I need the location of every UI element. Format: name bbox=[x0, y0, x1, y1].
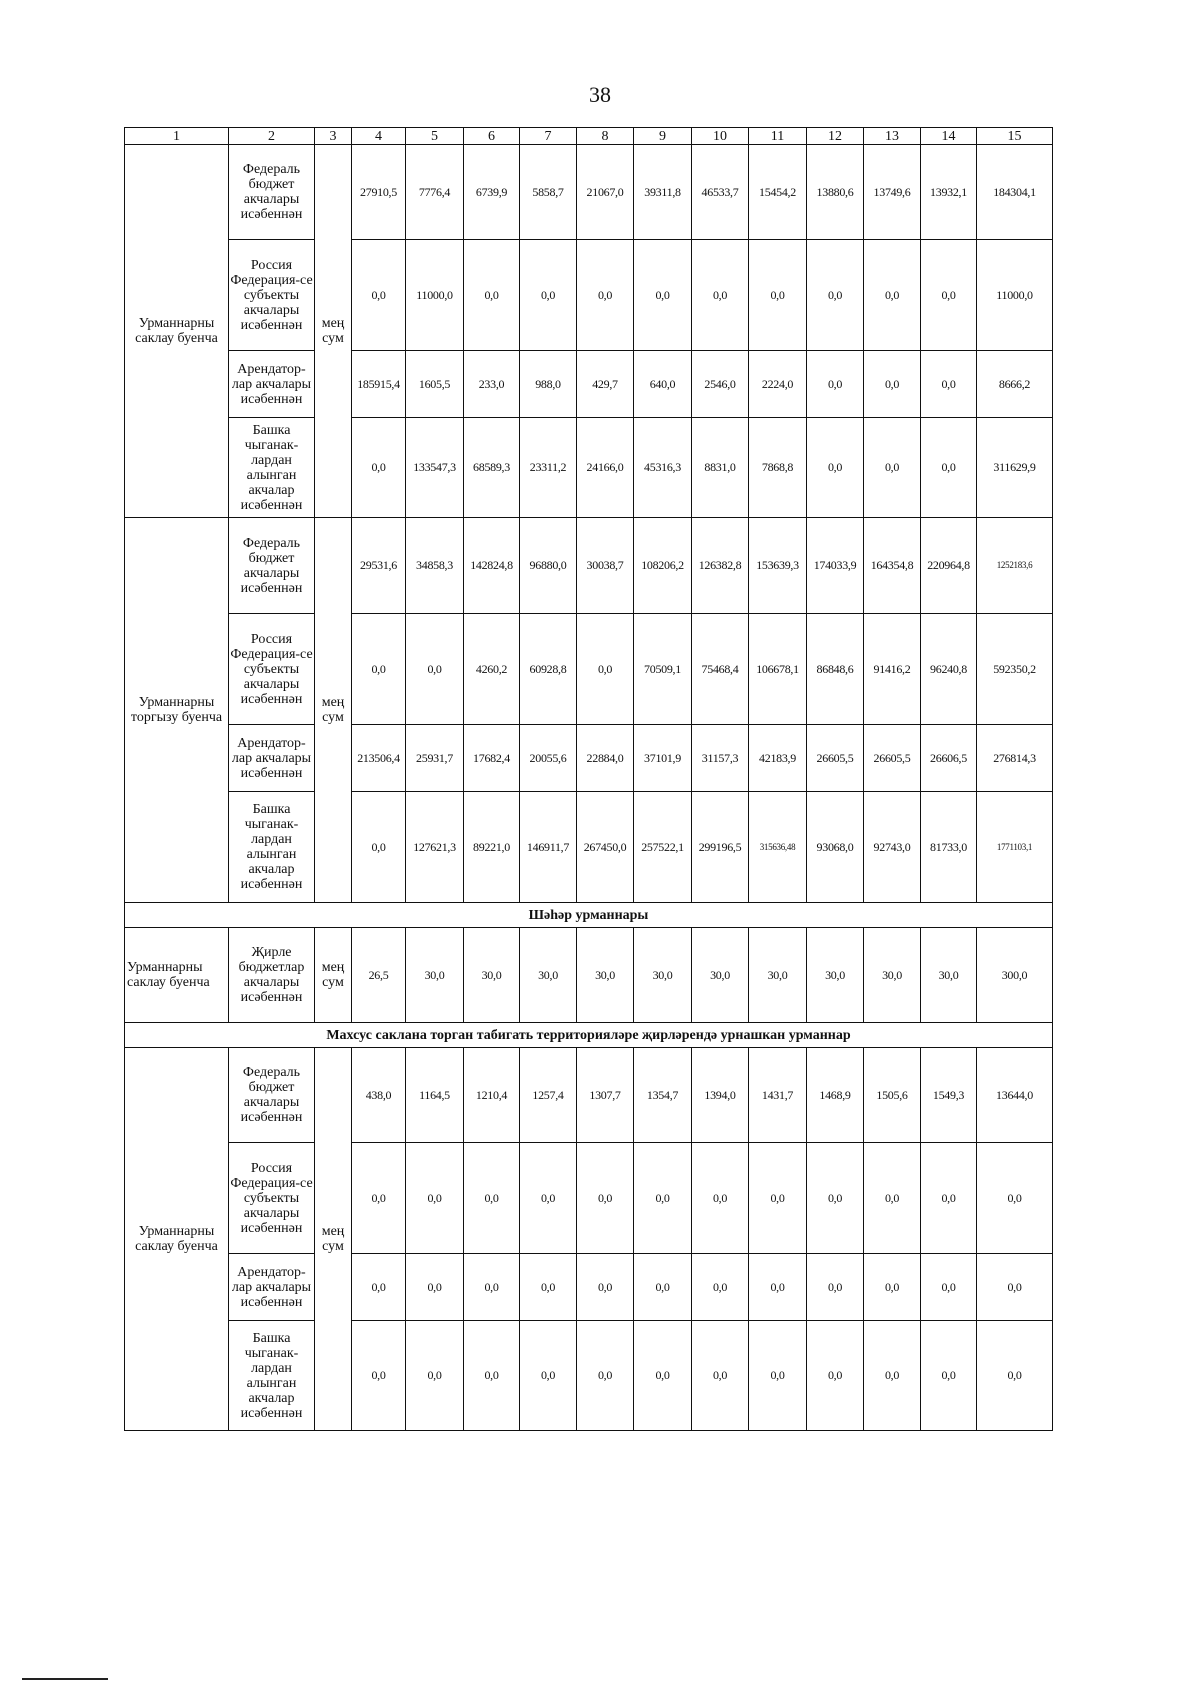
value-cell: 0,0 bbox=[807, 418, 864, 518]
value-cell: 0,0 bbox=[406, 1321, 464, 1431]
value-cell: 311629,9 bbox=[977, 418, 1053, 518]
value-cell: 20055,6 bbox=[520, 725, 577, 792]
value-cell: 1307,7 bbox=[577, 1048, 634, 1143]
value-cell: 0,0 bbox=[807, 351, 864, 418]
value-cell: 0,0 bbox=[634, 240, 692, 351]
value-cell: 0,0 bbox=[921, 351, 977, 418]
unit-label: мең сум bbox=[315, 928, 352, 1023]
column-number: 13 bbox=[864, 128, 921, 145]
column-number: 8 bbox=[577, 128, 634, 145]
funding-source: Җирле бюджетлар акчалары исәбеннән bbox=[229, 928, 315, 1023]
table-row bbox=[125, 240, 1053, 351]
value-cell: 34858,3 bbox=[406, 518, 464, 614]
column-number: 14 bbox=[921, 128, 977, 145]
table-row bbox=[125, 351, 1053, 418]
value-cell: 11000,0 bbox=[406, 240, 464, 351]
value-cell: 0,0 bbox=[864, 351, 921, 418]
funding-source: Арендатор-лар акчалары исәбеннән bbox=[229, 1254, 315, 1321]
column-number-header bbox=[125, 128, 1053, 145]
value-cell: 45316,3 bbox=[634, 418, 692, 518]
value-cell: 438,0 bbox=[352, 1048, 406, 1143]
value-cell: 164354,8 bbox=[864, 518, 921, 614]
unit-label: мең сум bbox=[315, 518, 352, 903]
value-cell: 2224,0 bbox=[749, 351, 807, 418]
column-number: 12 bbox=[807, 128, 864, 145]
value-cell: 42183,9 bbox=[749, 725, 807, 792]
value-cell: 22884,0 bbox=[577, 725, 634, 792]
value-cell: 257522,1 bbox=[634, 792, 692, 903]
value-cell: 0,0 bbox=[864, 240, 921, 351]
value-cell: 299196,5 bbox=[692, 792, 749, 903]
value-cell: 4260,2 bbox=[464, 614, 520, 725]
column-number: 2 bbox=[229, 128, 315, 145]
value-cell: 0,0 bbox=[352, 1321, 406, 1431]
value-cell: 8666,2 bbox=[977, 351, 1053, 418]
value-cell: 29531,6 bbox=[352, 518, 406, 614]
value-cell: 0,0 bbox=[577, 240, 634, 351]
value-cell: 0,0 bbox=[464, 240, 520, 351]
column-number: 15 bbox=[977, 128, 1053, 145]
value-cell: 108206,2 bbox=[634, 518, 692, 614]
value-cell: 13880,6 bbox=[807, 145, 864, 240]
value-cell: 70509,1 bbox=[634, 614, 692, 725]
value-cell: 0,0 bbox=[977, 1143, 1053, 1254]
value-cell: 17682,4 bbox=[464, 725, 520, 792]
value-cell: 30,0 bbox=[406, 928, 464, 1023]
value-cell: 0,0 bbox=[921, 418, 977, 518]
value-cell: 30,0 bbox=[577, 928, 634, 1023]
value-cell: 0,0 bbox=[977, 1254, 1053, 1321]
funding-source: Арендатор-лар акчалары исәбеннән bbox=[229, 725, 315, 792]
section-heading-row bbox=[125, 903, 1053, 928]
column-number: 5 bbox=[406, 128, 464, 145]
value-cell: 592350,2 bbox=[977, 614, 1053, 725]
value-cell: 0,0 bbox=[577, 1321, 634, 1431]
budget-table bbox=[124, 127, 1053, 1431]
section-heading-row bbox=[125, 1023, 1053, 1048]
value-cell: 93068,0 bbox=[807, 792, 864, 903]
table-row bbox=[125, 725, 1053, 792]
value-cell: 2546,0 bbox=[692, 351, 749, 418]
value-cell: 0,0 bbox=[749, 1254, 807, 1321]
value-cell: 0,0 bbox=[921, 1254, 977, 1321]
value-cell: 0,0 bbox=[921, 1321, 977, 1431]
value-cell: 96240,8 bbox=[921, 614, 977, 725]
value-cell: 26605,5 bbox=[807, 725, 864, 792]
column-number: 11 bbox=[749, 128, 807, 145]
value-cell: 142824,8 bbox=[464, 518, 520, 614]
value-cell: 0,0 bbox=[520, 1254, 577, 1321]
section-heading: Шәһәр урманнары bbox=[125, 903, 1053, 928]
value-cell: 133547,3 bbox=[406, 418, 464, 518]
value-cell: 0,0 bbox=[864, 1254, 921, 1321]
funding-source: Башка чыганак-лардан алынган акчалар исәбеннән bbox=[229, 1321, 315, 1431]
value-cell: 315636,48 bbox=[749, 792, 807, 903]
value-cell: 30038,7 bbox=[577, 518, 634, 614]
value-cell: 0,0 bbox=[692, 1143, 749, 1254]
funding-source: Россия Федерация-се субъекты акчалары исәбеннән bbox=[229, 1143, 315, 1254]
value-cell: 1605,5 bbox=[406, 351, 464, 418]
category-label: Урманнарны саклау буенча bbox=[125, 1048, 229, 1431]
value-cell: 0,0 bbox=[464, 1143, 520, 1254]
value-cell: 1257,4 bbox=[520, 1048, 577, 1143]
category-label: Урманнарны торгызу буенча bbox=[125, 518, 229, 903]
table-row bbox=[125, 1048, 1053, 1143]
table-row bbox=[125, 518, 1053, 614]
funding-source: Арендатор-лар акчалары исәбеннән bbox=[229, 351, 315, 418]
value-cell: 174033,9 bbox=[807, 518, 864, 614]
value-cell: 0,0 bbox=[921, 1143, 977, 1254]
value-cell: 185915,4 bbox=[352, 351, 406, 418]
value-cell: 1252183,6 bbox=[977, 518, 1053, 614]
value-cell: 26606,5 bbox=[921, 725, 977, 792]
value-cell: 30,0 bbox=[749, 928, 807, 1023]
value-cell: 13749,6 bbox=[864, 145, 921, 240]
column-number: 6 bbox=[464, 128, 520, 145]
value-cell: 0,0 bbox=[520, 1321, 577, 1431]
value-cell: 89221,0 bbox=[464, 792, 520, 903]
value-cell: 46533,7 bbox=[692, 145, 749, 240]
value-cell: 6739,9 bbox=[464, 145, 520, 240]
value-cell: 0,0 bbox=[749, 1143, 807, 1254]
value-cell: 30,0 bbox=[921, 928, 977, 1023]
value-cell: 1505,6 bbox=[864, 1048, 921, 1143]
value-cell: 146911,7 bbox=[520, 792, 577, 903]
funding-source: Федераль бюджет акчалары исәбеннән bbox=[229, 518, 315, 614]
value-cell: 0,0 bbox=[352, 1143, 406, 1254]
value-cell: 1771103,1 bbox=[977, 792, 1053, 903]
funding-source: Россия Федерация-се субъекты акчалары исәбеннән bbox=[229, 614, 315, 725]
value-cell: 30,0 bbox=[864, 928, 921, 1023]
value-cell: 0,0 bbox=[692, 1321, 749, 1431]
value-cell: 0,0 bbox=[520, 1143, 577, 1254]
value-cell: 0,0 bbox=[864, 1321, 921, 1431]
value-cell: 0,0 bbox=[352, 418, 406, 518]
value-cell: 0,0 bbox=[406, 1254, 464, 1321]
value-cell: 25931,7 bbox=[406, 725, 464, 792]
value-cell: 233,0 bbox=[464, 351, 520, 418]
column-number: 3 bbox=[315, 128, 352, 145]
section-heading: Махсус саклана торган табигать территорияләре җирләрендә урнашкан урманнар bbox=[125, 1023, 1053, 1048]
value-cell: 127621,3 bbox=[406, 792, 464, 903]
value-cell: 0,0 bbox=[807, 1321, 864, 1431]
value-cell: 60928,8 bbox=[520, 614, 577, 725]
value-cell: 300,0 bbox=[977, 928, 1053, 1023]
category-label: Урманнарны саклау буенча bbox=[125, 928, 229, 1023]
value-cell: 39311,8 bbox=[634, 145, 692, 240]
value-cell: 81733,0 bbox=[921, 792, 977, 903]
value-cell: 1431,7 bbox=[749, 1048, 807, 1143]
column-number: 10 bbox=[692, 128, 749, 145]
value-cell: 0,0 bbox=[807, 1143, 864, 1254]
value-cell: 37101,9 bbox=[634, 725, 692, 792]
value-cell: 0,0 bbox=[692, 240, 749, 351]
value-cell: 0,0 bbox=[464, 1321, 520, 1431]
table-row bbox=[125, 1143, 1053, 1254]
value-cell: 1394,0 bbox=[692, 1048, 749, 1143]
value-cell: 0,0 bbox=[406, 614, 464, 725]
column-number: 9 bbox=[634, 128, 692, 145]
value-cell: 24166,0 bbox=[577, 418, 634, 518]
value-cell: 23311,2 bbox=[520, 418, 577, 518]
value-cell: 0,0 bbox=[352, 792, 406, 903]
funding-source: Федераль бюджет акчалары исәбеннән bbox=[229, 1048, 315, 1143]
value-cell: 0,0 bbox=[464, 1254, 520, 1321]
value-cell: 31157,3 bbox=[692, 725, 749, 792]
funding-source: Россия Федерация-се субъекты акчалары исәбеннән bbox=[229, 240, 315, 351]
value-cell: 30,0 bbox=[464, 928, 520, 1023]
value-cell: 7868,8 bbox=[749, 418, 807, 518]
value-cell: 213506,4 bbox=[352, 725, 406, 792]
funding-source: Башка чыганак-лардан алынган акчалар исәбеннән bbox=[229, 792, 315, 903]
value-cell: 13644,0 bbox=[977, 1048, 1053, 1143]
value-cell: 153639,3 bbox=[749, 518, 807, 614]
value-cell: 0,0 bbox=[520, 240, 577, 351]
column-number: 7 bbox=[520, 128, 577, 145]
unit-label: мең сум bbox=[315, 1048, 352, 1431]
value-cell: 0,0 bbox=[352, 614, 406, 725]
value-cell: 0,0 bbox=[921, 240, 977, 351]
value-cell: 91416,2 bbox=[864, 614, 921, 725]
value-cell: 1549,3 bbox=[921, 1048, 977, 1143]
category-label: Урманнарны саклау буенча bbox=[125, 145, 229, 518]
value-cell: 126382,8 bbox=[692, 518, 749, 614]
funding-source: Федераль бюджет акчалары исәбеннән bbox=[229, 145, 315, 240]
table-row bbox=[125, 928, 1053, 1023]
table-row bbox=[125, 1321, 1053, 1431]
value-cell: 1210,4 bbox=[464, 1048, 520, 1143]
value-cell: 26605,5 bbox=[864, 725, 921, 792]
value-cell: 27910,5 bbox=[352, 145, 406, 240]
value-cell: 21067,0 bbox=[577, 145, 634, 240]
funding-source: Башка чыганак-лардан алынган акчалар исәбеннән bbox=[229, 418, 315, 518]
value-cell: 0,0 bbox=[864, 1143, 921, 1254]
value-cell: 276814,3 bbox=[977, 725, 1053, 792]
value-cell: 86848,6 bbox=[807, 614, 864, 725]
value-cell: 0,0 bbox=[977, 1321, 1053, 1431]
value-cell: 184304,1 bbox=[977, 145, 1053, 240]
table-row bbox=[125, 614, 1053, 725]
value-cell: 30,0 bbox=[634, 928, 692, 1023]
value-cell: 30,0 bbox=[807, 928, 864, 1023]
value-cell: 1164,5 bbox=[406, 1048, 464, 1143]
table-row bbox=[125, 1254, 1053, 1321]
value-cell: 30,0 bbox=[520, 928, 577, 1023]
value-cell: 0,0 bbox=[692, 1254, 749, 1321]
column-number: 4 bbox=[352, 128, 406, 145]
value-cell: 0,0 bbox=[807, 1254, 864, 1321]
value-cell: 1354,7 bbox=[634, 1048, 692, 1143]
value-cell: 7776,4 bbox=[406, 145, 464, 240]
value-cell: 0,0 bbox=[577, 1143, 634, 1254]
value-cell: 96880,0 bbox=[520, 518, 577, 614]
value-cell: 75468,4 bbox=[692, 614, 749, 725]
value-cell: 92743,0 bbox=[864, 792, 921, 903]
value-cell: 68589,3 bbox=[464, 418, 520, 518]
value-cell: 13932,1 bbox=[921, 145, 977, 240]
value-cell: 220964,8 bbox=[921, 518, 977, 614]
unit-label: мең сум bbox=[315, 145, 352, 518]
value-cell: 0,0 bbox=[634, 1254, 692, 1321]
table-row bbox=[125, 145, 1053, 240]
value-cell: 30,0 bbox=[692, 928, 749, 1023]
value-cell: 0,0 bbox=[352, 240, 406, 351]
value-cell: 0,0 bbox=[749, 240, 807, 351]
value-cell: 8831,0 bbox=[692, 418, 749, 518]
value-cell: 11000,0 bbox=[977, 240, 1053, 351]
value-cell: 267450,0 bbox=[577, 792, 634, 903]
value-cell: 0,0 bbox=[352, 1254, 406, 1321]
value-cell: 26,5 bbox=[352, 928, 406, 1023]
table-row bbox=[125, 418, 1053, 518]
footer-rule bbox=[22, 1678, 108, 1680]
value-cell: 0,0 bbox=[406, 1143, 464, 1254]
value-cell: 988,0 bbox=[520, 351, 577, 418]
table-row bbox=[125, 792, 1053, 903]
value-cell: 0,0 bbox=[864, 418, 921, 518]
value-cell: 0,0 bbox=[577, 1254, 634, 1321]
value-cell: 106678,1 bbox=[749, 614, 807, 725]
column-number: 1 bbox=[125, 128, 229, 145]
page-number: 38 bbox=[589, 82, 611, 107]
value-cell: 5858,7 bbox=[520, 145, 577, 240]
value-cell: 0,0 bbox=[634, 1143, 692, 1254]
value-cell: 429,7 bbox=[577, 351, 634, 418]
value-cell: 0,0 bbox=[634, 1321, 692, 1431]
value-cell: 0,0 bbox=[577, 614, 634, 725]
value-cell: 0,0 bbox=[807, 240, 864, 351]
value-cell: 640,0 bbox=[634, 351, 692, 418]
value-cell: 15454,2 bbox=[749, 145, 807, 240]
value-cell: 1468,9 bbox=[807, 1048, 864, 1143]
value-cell: 0,0 bbox=[749, 1321, 807, 1431]
